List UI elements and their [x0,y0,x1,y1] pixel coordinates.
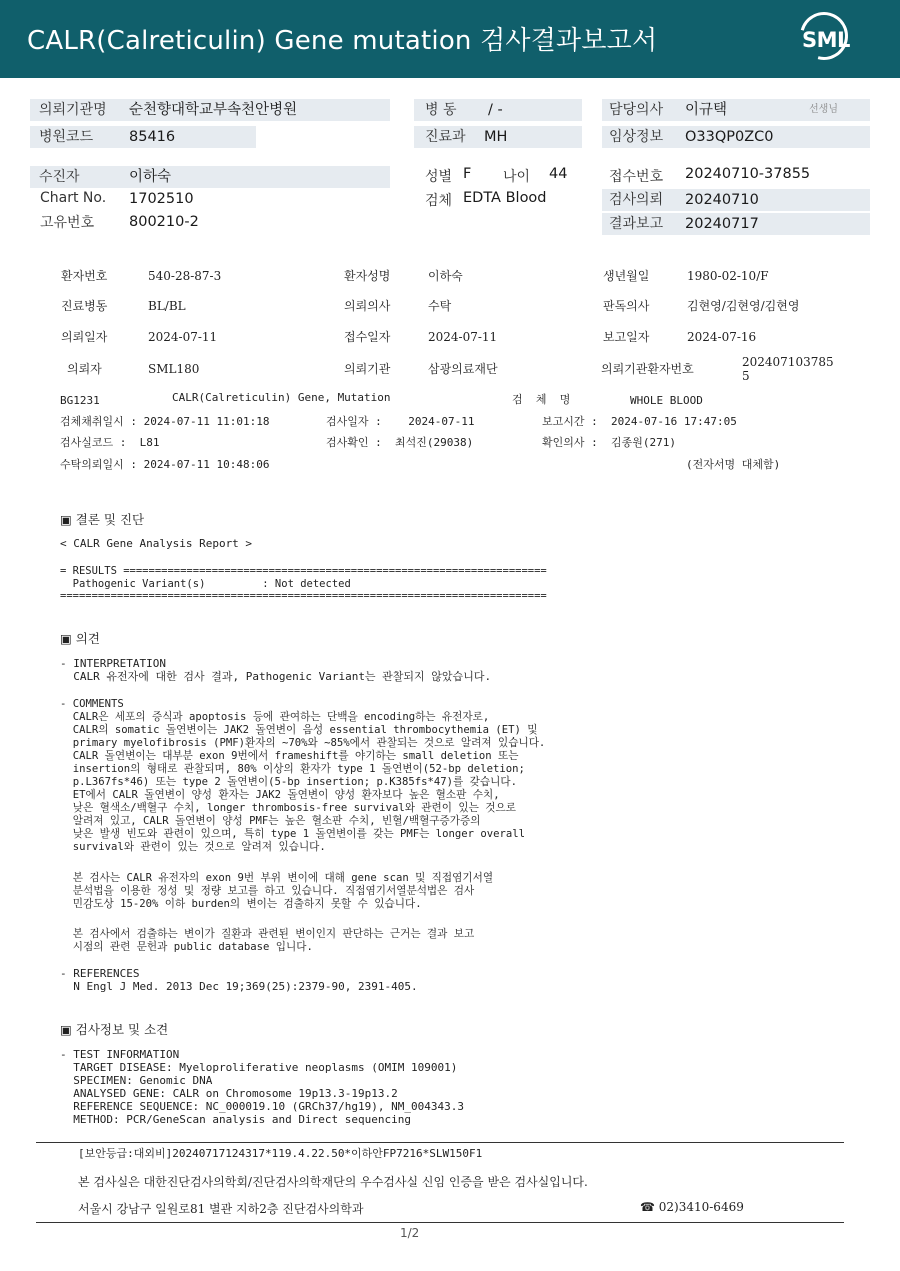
verify-doctor: 확인의사 : 김종원(271) [542,436,676,449]
ward-label: 병 동 [425,102,457,118]
section-opinion-heading: ▣ 의견 [60,631,100,646]
received-time: 수탁의뢰일시 : 2024-07-11 10:48:06 [60,458,270,471]
reader-label: 판독의사 [603,299,650,313]
request-value: 20240710 [685,192,759,208]
phone-text: ☎ 02)3410-6469 [640,1200,744,1214]
sex-value: F [463,166,472,182]
clinical-value: O33QP0ZC0 [685,129,774,145]
ward-value: / - [488,102,503,118]
results-block: = RESULTS =================================================================== Pathogenic Variant(s) : Not detected ============================================================================= [60,565,547,602]
reader-value: 김현영/김현영/김현영 [687,299,800,313]
dept-label: 진료과 [425,129,466,145]
address-text: 서울시 강남구 일원로81 별관 지하2층 진단검사의학과 [78,1202,364,1216]
inst-patient-no-label: 의뢰기관환자번호 [601,362,694,376]
report-date-value: 2024-07-16 [687,330,757,344]
age-label: 나이 [503,169,531,185]
references-block: - REFERENCES N Engl J Med. 2013 Dec 19;369(25):2379-90, 2391-405. [60,967,418,993]
doctor-label: 담당의사 [609,102,664,118]
test-name: CALR(Calreticulin) Gene, Mutation [172,391,391,404]
report-date-label: 보고일자 [603,330,650,344]
receipt-value: 20240710-37855 [685,166,811,182]
ward-detail-label: 진료병동 [61,299,108,313]
req-doctor-label: 의뢰의사 [344,299,391,313]
lab-code: 검사실코드 : L81 [60,436,160,449]
ward-field [414,99,582,121]
hospital-field [30,99,390,121]
age-value: 44 [549,166,568,182]
request-field [602,189,870,211]
hospital-value: 순천향대학교부속천안병원 [129,102,298,118]
requester-label: 의뢰자 [67,362,102,376]
analysis-report-title: < CALR Gene Analysis Report > [60,537,253,550]
section-conclusion-heading: ▣ 결론 및 진단 [60,512,145,527]
req-date-label: 의뢰일자 [61,330,108,344]
req-inst-label: 의뢰기관 [344,362,391,376]
inst-patient-no-value-cont: 5 [742,369,750,383]
chart-value: 1702510 [129,191,194,207]
esign-note: (전자서명 대체함) [686,458,781,471]
footer-top-divider [36,1142,844,1143]
certification-text: 본 검사실은 대한진단검사의학회/진단검사의학재단의 우수검사실 신임 인증을 받은 검사실입니다. [78,1175,588,1189]
patient-name-value: 이하숙 [428,269,463,283]
method-note-block: 본 검사는 CALR 유전자의 exon 9번 부위 변이에 대해 gene scan 및 직접염기서열 분석법을 이용한 정성 및 정량 보고를 하고 있습니다. 직접염기서열분석법은 검사 민감도상 15-20% 이하 burden의 변이는 검출하지 못할 수 있습니다. [72,872,494,910]
test-code: BG1231 [60,394,100,407]
security-line: [보안등급:대외비]20240717124317*119.4.22.50*이하안FP7216*SLW150F1 [78,1147,483,1160]
test-information-block: - TEST INFORMATION TARGET DISEASE: Myeloproliferative neoplasms (OMIM 109001) SPECIMEN: Genomic DNA ANALYSED GENE: CALR on Chromosome 19p13.3-19p13.2 REFERENCE SEQUENCE: NC_000019.10 (GRCh37/hg19), NM_004343.3 METHOD: PCR/GeneScan analysis and Direct sequencing [60,1048,464,1126]
patient-no-label: 환자번호 [61,269,108,283]
interpretation-block: - INTERPRETATION CALR 유전자에 대한 검사 결과, Pathogenic Variant는 관찰되지 않았습니다. [60,657,492,683]
result-date-field [602,213,870,235]
ward-detail-value: BL/BL [148,299,186,313]
req-doctor-value: 수탁 [428,299,452,313]
dept-field [414,126,582,148]
report-time: 보고시간 : 2024-07-16 17:47:05 [542,415,737,428]
test-confirm: 검사확인 : 최석진(29038) [326,436,474,449]
page-number: 1/2 [400,1226,420,1240]
id-label: 고유번호 [40,215,95,231]
doctor-field [602,99,870,121]
result-date-value: 20240717 [685,216,759,232]
doctor-value: 이규택 [685,102,728,118]
receipt-label: 접수번호 [609,169,664,185]
collect-time: 검체채취일시 : 2024-07-11 11:01:18 [60,415,270,428]
logo-text: SML [802,28,850,52]
patient-label: 수진자 [39,169,80,185]
sex-label: 성별 [425,169,453,185]
recv-date-label: 접수일자 [344,330,391,344]
clinical-label: 임상정보 [609,129,664,145]
result-date-label: 결과보고 [609,216,664,232]
birth-label: 생년월일 [603,269,650,283]
specimen-name-value: WHOLE BLOOD [630,394,703,407]
req-date-value: 2024-07-11 [148,330,218,344]
clinical-field [602,126,870,148]
patient-name-label: 환자성명 [344,269,391,283]
patient-field [30,166,390,188]
footer-bottom-divider [36,1222,844,1223]
inst-patient-no-value: 202407103785 [742,355,834,369]
id-value: 800210-2 [129,214,199,230]
req-inst-value: 삼광의료재단 [428,362,498,376]
code-label: 병원코드 [39,129,94,145]
hospital-code-field [30,126,256,148]
comments-block: - COMMENTS CALR은 세포의 증식과 apoptosis 등에 관여하는 단백을 encoding하는 유전자로, CALR의 somatic 돌연변이는 JAK2 돌연변이 음성 essential thrombocythemia (ET) 및 primary myelofibrosis (PMF)환자의 ~70%와 ~85%에서 관찰되는 것으로 알려져 있습니다. CALR 돌연변이는 대부분 exon 9번에서 frameshift를 야기하는 small deletion 또는 insertion의 형태로 관찰되며, 80% 이상의 환자가 type 1 돌연변이(52-bp deletion; p.L367fs*46) 또는 type 2 돌연변이(5-bp insertion; p.K385fs*47)를 갖습니다. ET에서 CALR 돌연변이 양성 환자는 JAK2 돌연변이 양성 환자보다 높은 혈소판 수치, 낮은 혈색소/백혈구 수치, longer thrombosis-free survival와 관련이 있는 것으로 알려져 있고, CALR 돌연변이 양성 PMF는 높은 혈소판 수치, 빈혈/백혈구증가증의 낮은 발생 빈도와 관련이 있으며, 특히 type 1 돌연변이를 갖는 PMF는 longer overall survival와 관련이 있는 것으로 알려져 있습니다. [60,698,546,853]
patient-no-value: 540-28-87-3 [148,269,222,283]
hospital-label: 의뢰기관명 [39,102,107,118]
chart-label: Chart No. [40,190,107,206]
specimen-label: 검체 [425,193,453,209]
sml-logo [796,12,854,66]
doctor-suffix: 선생님 [809,104,838,115]
patient-value: 이하숙 [129,169,172,185]
code-value: 85416 [129,129,176,145]
requester-value: SML180 [148,362,200,376]
report-title: CALR(Calreticulin) Gene mutation 검사결과보고서 [27,26,658,56]
basis-note-block: 본 검사에서 검출하는 변이가 질환과 관련된 변이인지 판단하는 근거는 결과 보고 시점의 관련 문헌과 public database 입니다. [72,928,475,953]
birth-value: 1980-02-10/F [687,269,769,283]
test-date: 검사일자 : 2024-07-11 [326,415,475,428]
recv-date-value: 2024-07-11 [428,330,498,344]
specimen-name-label: 검 체 명 [512,393,571,406]
dept-value: MH [484,129,508,145]
report-header [0,0,900,78]
request-label: 검사의뢰 [609,192,664,208]
specimen-value: EDTA Blood [463,190,547,206]
section-testinfo-heading: ▣ 검사정보 및 소견 [60,1022,169,1037]
